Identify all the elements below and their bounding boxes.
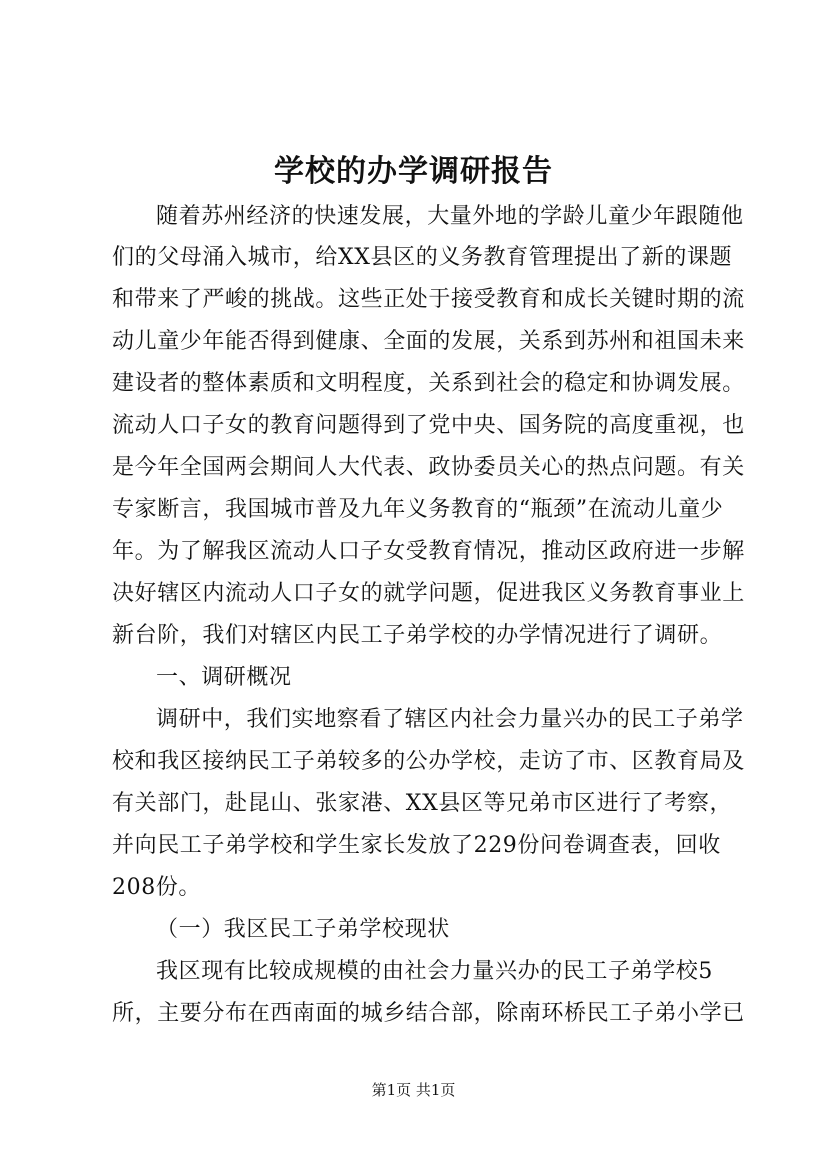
- body-line: 新台阶，我们对辖区内民工子弟学校的办学情况进行了调研。: [112, 623, 723, 648]
- body-line: 是今年全国两会期间人大代表、政协委员关心的热点问题。有关: [112, 455, 745, 480]
- body-line: 和带来了严峻的挑战。这些正处于接受教育和成长关键时期的流: [112, 287, 745, 312]
- body-line: 决好辖区内流动人口子女的就学问题，促进我区义务教育事业上: [112, 581, 745, 606]
- body-line: 有关部门，赴昆山、张家港、XX县区等兄弟市区进行了考察，: [112, 791, 733, 816]
- document-title: 学校的办学调研报告: [274, 154, 553, 189]
- subsection-heading: （一）我区民工子弟学校现状: [156, 917, 450, 942]
- section-heading: 一、调研概况: [156, 665, 292, 690]
- body-line: 并向民工子弟学校和学生家长发放了229份问卷调查表，回收: [112, 833, 721, 858]
- body-line: 年。为了解我区流动人口子女受教育情况，推动区政府进一步解: [112, 539, 745, 564]
- body-line: 所，主要分布在西南面的城乡结合部，除南环桥民工子弟小学已: [112, 1001, 745, 1026]
- body-line: 专家断言，我国城市普及九年义务教育的“瓶颈”在流动儿童少: [112, 497, 724, 522]
- body-line: 随着苏州经济的快速发展，大量外地的学龄儿童少年跟随他: [156, 204, 744, 229]
- body-line: 校和我区接纳民工子弟较多的公办学校，走访了市、区教育局及: [112, 749, 745, 774]
- body-line: 调研中，我们实地察看了辖区内社会力量兴办的民工子弟学: [156, 707, 744, 732]
- body-line: 们的父母涌入城市，给XX县区的义务教育管理提出了新的课题: [112, 245, 733, 270]
- body-line: 我区现有比较成规模的由社会力量兴办的民工子弟学校5: [156, 959, 713, 984]
- body-line: 动儿童少年能否得到健康、全面的发展，关系到苏州和祖国未来: [112, 329, 745, 354]
- body-line: 建设者的整体素质和文明程度，关系到社会的稳定和协调发展。: [112, 371, 745, 396]
- page-footer: 第1页 共1页: [371, 1081, 456, 1099]
- body-line: 流动人口子女的教育问题得到了党中央、国务院的高度重视，也: [112, 413, 745, 438]
- body-line: 208份。: [112, 875, 201, 900]
